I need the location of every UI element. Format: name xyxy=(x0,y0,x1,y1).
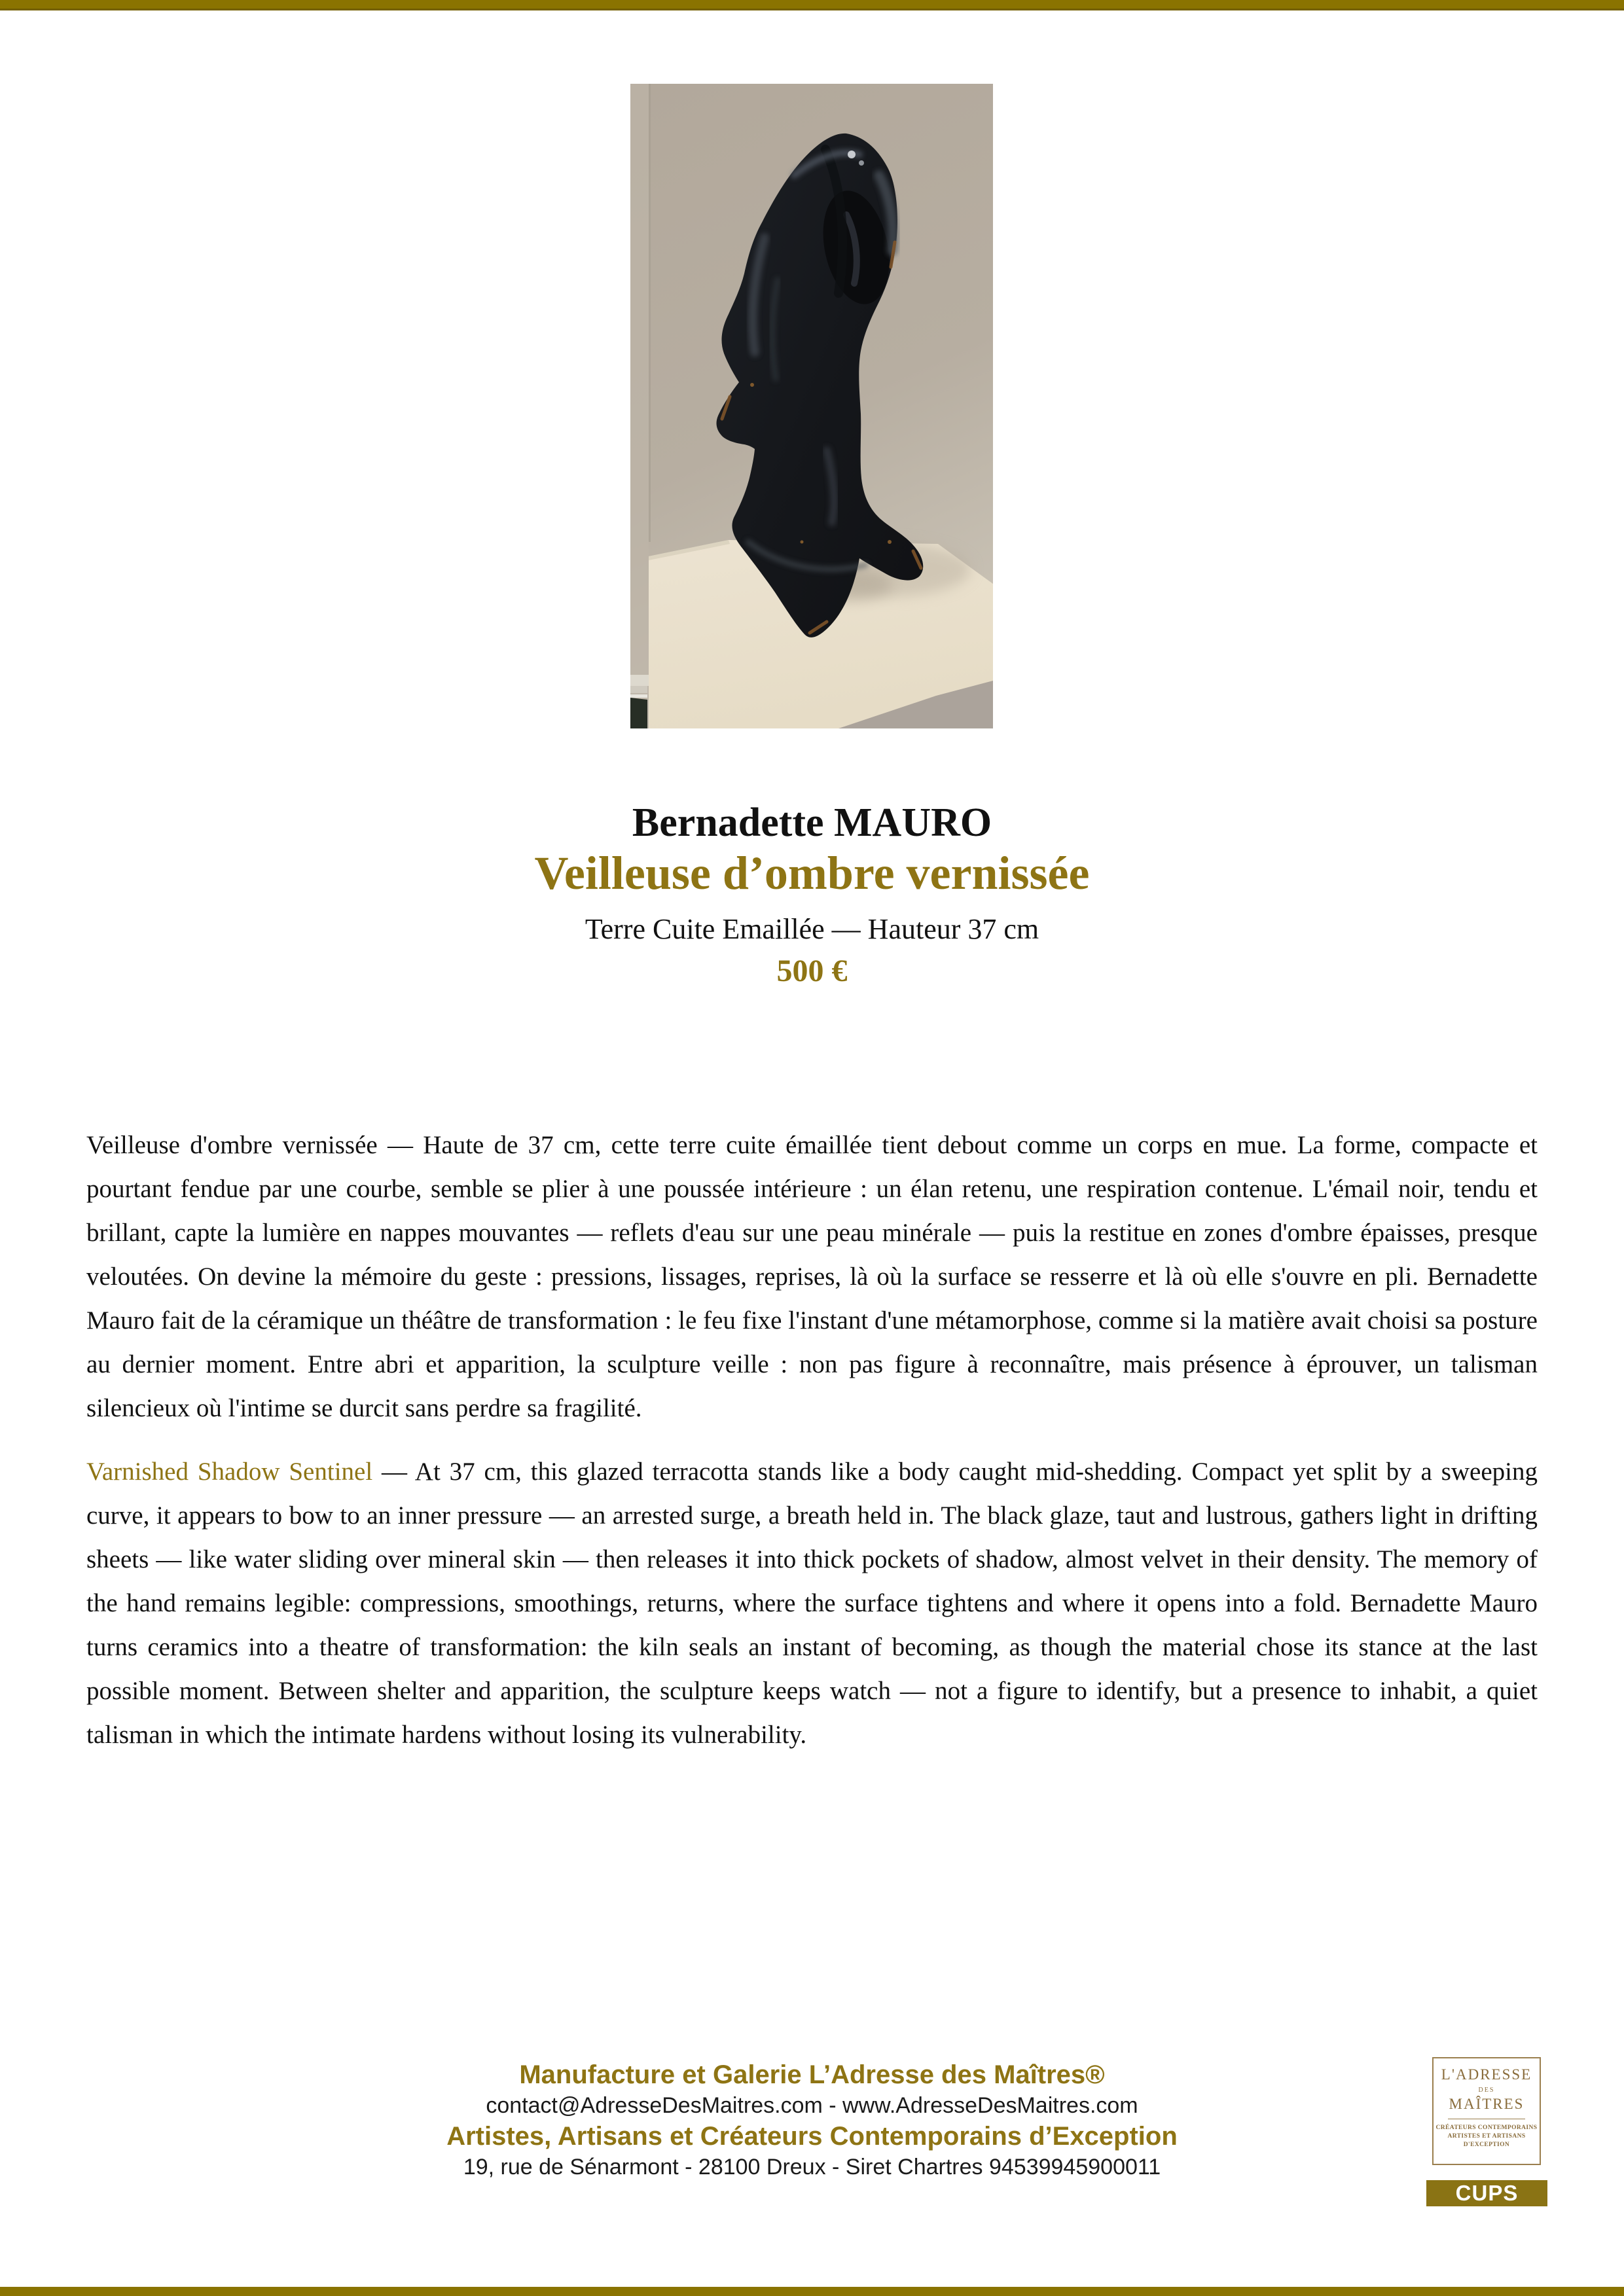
logo-line-des: DES xyxy=(1478,2087,1495,2094)
logo-line-maitres: MAÎTRES xyxy=(1449,2096,1525,2112)
artwork-medium-line: Terre Cuite Emaillée — Hauteur 37 cm xyxy=(585,913,1039,945)
top-accent-bar xyxy=(0,0,1624,10)
artwork-photo xyxy=(630,84,993,728)
artwork-photo-graphic xyxy=(630,84,993,728)
footer xyxy=(0,2059,1624,2182)
footer-gallery-name: Manufacture et Galerie L’Adresse des Maîtres® xyxy=(519,2060,1105,2089)
wall-corner-line xyxy=(649,84,651,542)
description-english xyxy=(86,1450,1538,1757)
bottom-accent-bar xyxy=(0,2287,1624,2296)
logo-line-artistes: ARTISTES ET ARTISANS xyxy=(1447,2133,1526,2140)
baseboard-window xyxy=(630,675,650,728)
description-english-lead: Varnished Shadow Sentinel xyxy=(86,1458,373,1486)
footer-address-line: 19, rue de Sénarmont - 28100 Dreux - Siret Chartres 94539945900011 xyxy=(463,2155,1161,2179)
descriptions xyxy=(86,1123,1538,1757)
footer-tagline: Artistes, Artisans et Créateurs Contemporains d’Exception xyxy=(446,2122,1178,2151)
logo-line-adresse: L'ADRESSE xyxy=(1441,2066,1532,2083)
logo-line-exception: D'EXCEPTION xyxy=(1463,2142,1510,2148)
artist-name: Bernadette MAURO xyxy=(632,800,992,845)
artwork-title: Veilleuse d’ombre vernissée xyxy=(534,847,1090,899)
cups-badge: CUPS xyxy=(1426,2180,1547,2206)
description-english-body: — At 37 cm, this glazed terracotta stands like a body caught mid-shedding. Compact yet split by a sweeping curve, it appears to bow to an inner pressure — an arrested surge, a breath held in. The black glaze, taut and lustrous, gathers light in drifting sheets — like water sliding over mineral skin — then releases it into thick pockets of shadow, almost velvet in their density. The memory of the hand remains legible: compressions, smoothings, returns, where the surface tightens and where it opens into a fold. Bernadette Mauro turns ceramics into a theatre of transformation: the kiln seals an instant of becoming, as though the material chose its stance at the last possible moment. Between shelter and apparition, the sculpture keeps watch — not a figure to identify, but a presence to inhabit, a quiet talisman in which the intimate hardens without losing its vulnerability. xyxy=(86,1458,1538,1749)
artwork-price: 500 € xyxy=(776,954,848,988)
gallery-logo xyxy=(1432,2057,1541,2165)
logo-line-createurs: CRÉATEURS CONTEMPORAINS xyxy=(1435,2125,1538,2131)
footer-contact-line: contact@AdresseDesMaitres.com - www.AdresseDesMaitres.com xyxy=(486,2093,1138,2118)
description-french: Veilleuse d'ombre vernissée — Haute de 37 cm, cette terre cuite émaillée tient debout comme un corps en mue. La forme, compacte et pourtant fendue par une courbe, semble se plier à une poussée intérieure : un élan retenu, une respiration contenue. L'émail noir, tendu et brillant, capte la lumière en nappes mouvantes — reflets d'eau sur une peau minérale — puis la restitue en zones d'ombre épaisses, presque veloutées. On devine la mémoire du geste : pressions, lissages, reprises, là où la surface se resserre et là où elle s'ouvre en pli. Bernadette Mauro fait de la céramique un théâtre de transformation : le feu fixe l'instant d'une métamorphose, comme si la matière avait choisi sa posture au dernier moment. Entre abri et apparition, la sculpture veille : non pas figure à reconnaître, mais présence à éprouver, un talisman silencieux où l'intime se durcit sans perdre sa fragilité. xyxy=(86,1131,1538,1422)
